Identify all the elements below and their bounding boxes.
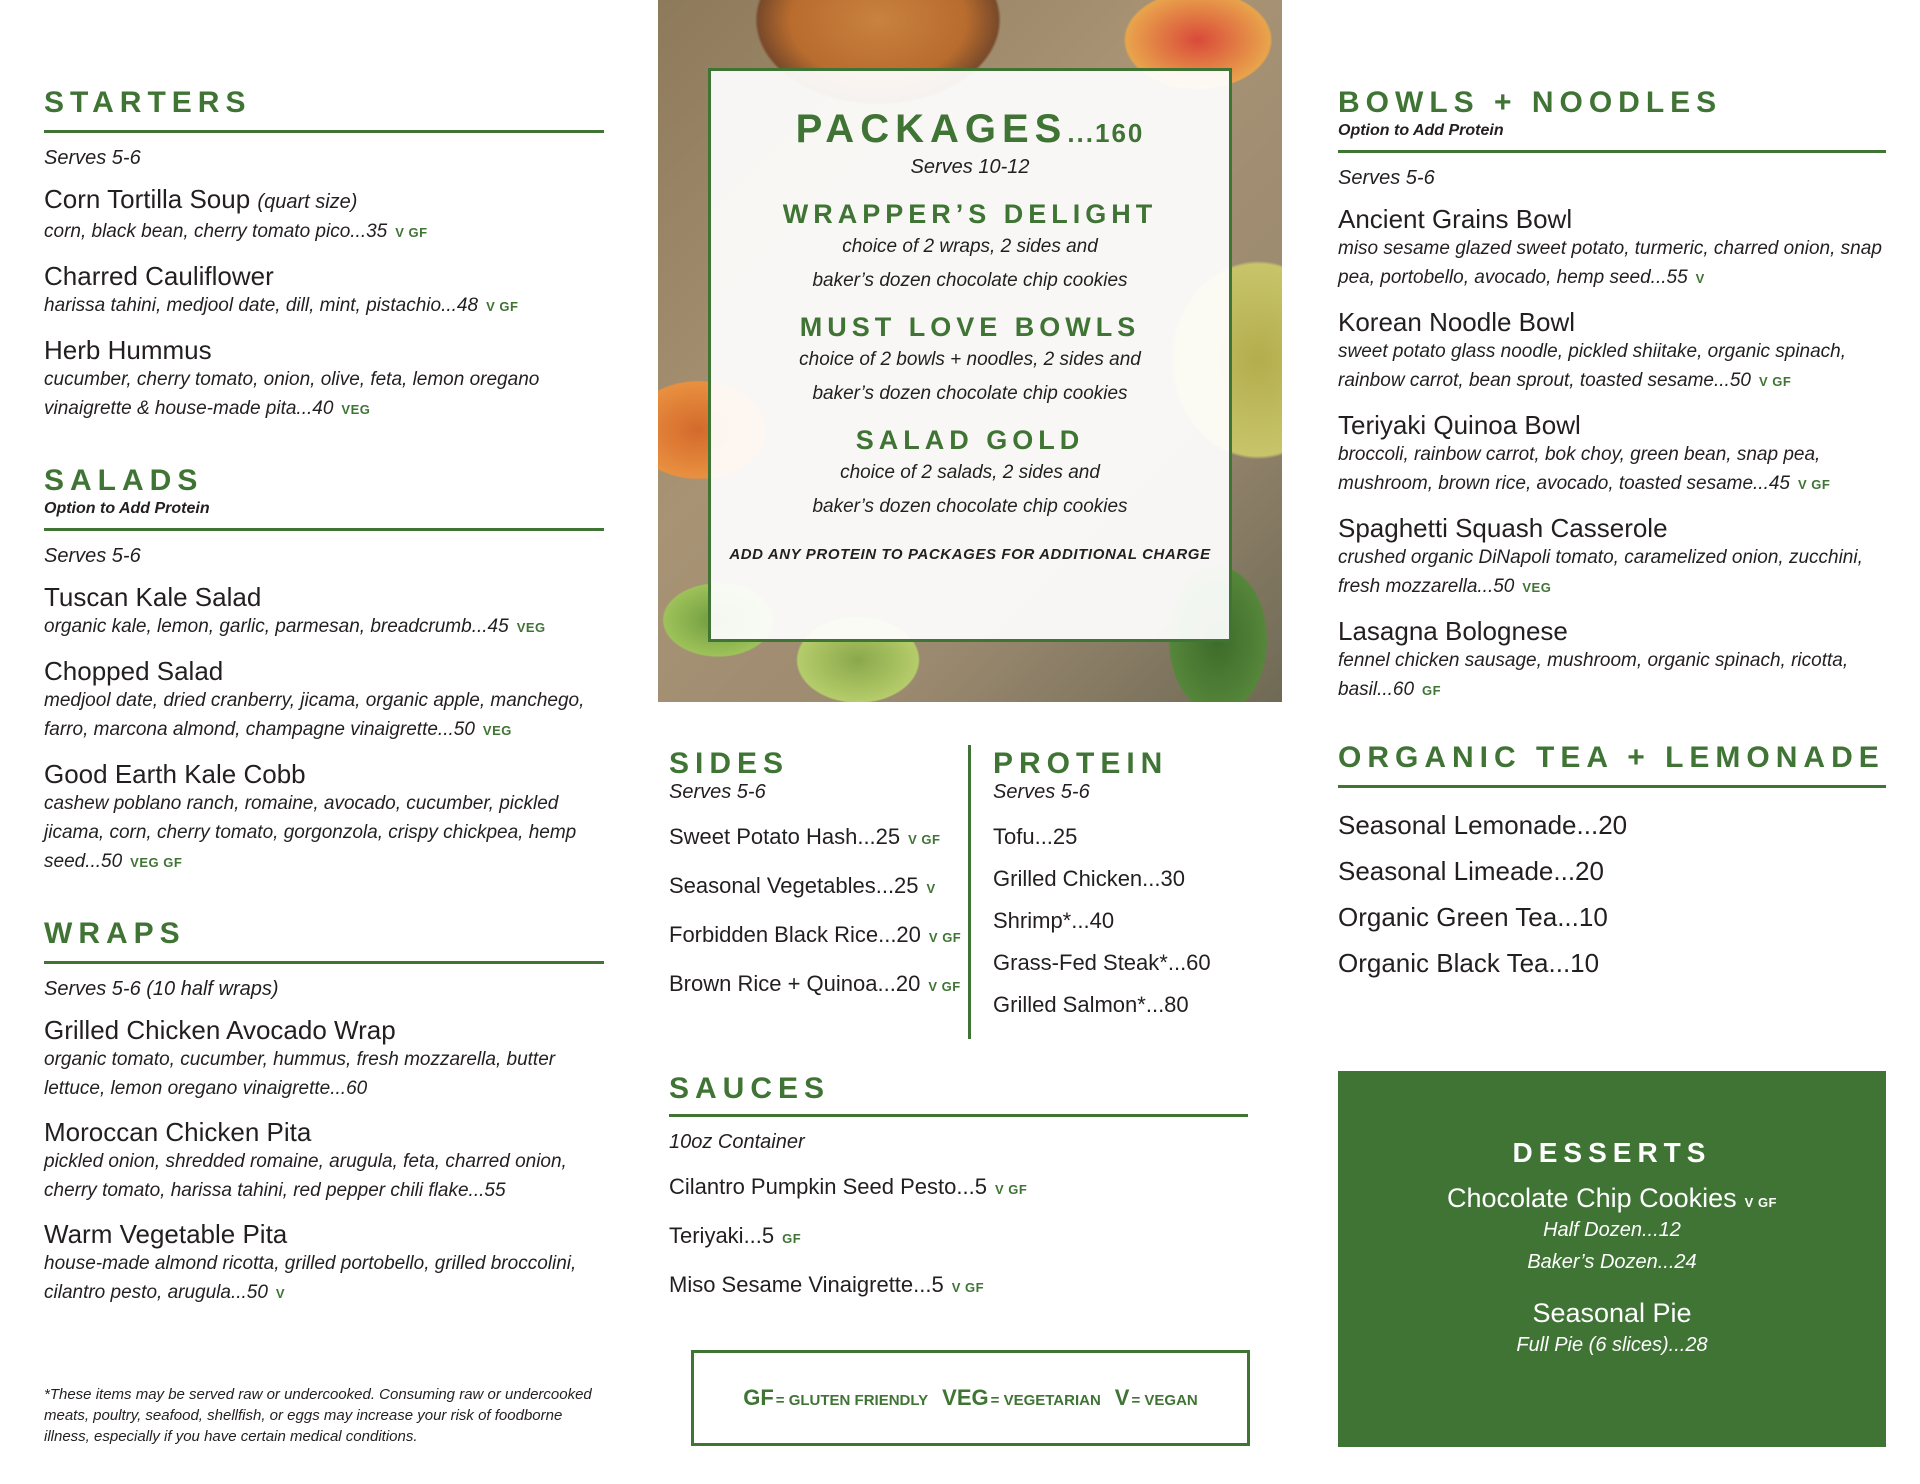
legend-gf: GF = GLUTEN FRIENDLY [743, 1385, 929, 1410]
list-item: Seasonal Vegetables...25 V [669, 873, 936, 898]
diet-tag: V [926, 881, 936, 896]
item-name: Lasagna Bolognese [1338, 616, 1568, 646]
package-name: SALAD GOLD [855, 425, 1085, 455]
package-desc: baker’s dozen chocolate chip cookies [812, 383, 1128, 404]
starters-section [44, 0, 604, 424]
item-desc: cashew poblano ranch, romaine, avocado, cucumber, pickled jicama, corn, cherry tomato, gorgonzola, crispy chickpea, hemp seed...50 [44, 793, 577, 872]
section-title-salads: SALADS [44, 464, 204, 497]
item-name: Tuscan Kale Salad [44, 582, 262, 612]
section-title-wraps: WRAPS [44, 917, 186, 950]
item-name: Charred Cauliflower [44, 261, 274, 291]
serves-note: 10oz Container [669, 1131, 805, 1153]
item-name: Chopped Salad [44, 656, 224, 686]
menu-item [1338, 410, 1886, 499]
menu-item [44, 335, 604, 424]
divider [44, 961, 604, 964]
list-item: Seasonal Limeade...20 [1338, 856, 1604, 886]
item-desc: organic kale, lemon, garlic, parmesan, breadcrumb...45 [44, 616, 509, 637]
package-desc: choice of 2 bowls + noodles, 2 sides and [799, 349, 1141, 370]
item-name: Moroccan Chicken Pita [44, 1117, 312, 1147]
section-title-bowls: BOWLS + NOODLES [1338, 86, 1723, 119]
menu-item [44, 261, 604, 321]
tea-section [1338, 741, 1886, 976]
dessert-price: Full Pie (6 slices)...28 [1516, 1334, 1708, 1356]
item-name: Good Earth Kale Cobb [44, 759, 306, 789]
list-item: Sweet Potato Hash...25 V GF [669, 824, 941, 849]
list-item: Brown Rice + Quinoa...20 V GF [669, 971, 961, 996]
diet-tag: V [275, 1286, 286, 1301]
item-name: Herb Hummus [44, 335, 212, 365]
serves-note: Serves 5-6 [1338, 167, 1435, 189]
section-title-desserts: DESSERTS [1512, 1137, 1712, 1168]
list-item: Grass-Fed Steak*...60 [993, 950, 1211, 975]
diet-tag: V GF [951, 1280, 985, 1295]
item-desc: fennel chicken sausage, mushroom, organic spinach, ricotta, basil...60 [1338, 650, 1849, 700]
menu-item [1338, 616, 1886, 705]
serves-note: Serves 10-12 [910, 156, 1030, 178]
wraps-section [44, 917, 604, 1308]
item-desc: harissa tahini, medjool date, dill, mint, pistachio...48 [44, 295, 479, 316]
diet-tag: V GF [1744, 1195, 1777, 1210]
menu-item [1338, 204, 1886, 293]
diet-tag: V [1695, 271, 1705, 286]
list-item: Organic Black Tea...10 [1338, 948, 1600, 978]
serves-note: Serves 5-6 (10 half wraps) [44, 978, 279, 1000]
column-divider [968, 745, 971, 1039]
diet-tag: V GF [1758, 374, 1792, 389]
divider [44, 528, 604, 531]
diet-tag: V GF [395, 225, 428, 240]
package-name: WRAPPER’S DELIGHT [782, 199, 1158, 229]
section-title-tea: ORGANIC TEA + LEMONADE [1338, 741, 1885, 774]
sides-section [669, 747, 969, 1000]
diet-tag: V GF [994, 1182, 1028, 1197]
divider [1338, 150, 1886, 153]
section-title-sauces: SAUCES [669, 1072, 831, 1105]
section-subtitle: Option to Add Protein [44, 500, 210, 517]
item-name: Grilled Chicken Avocado Wrap [44, 1015, 396, 1045]
legend-vegan: V = VEGAN [1114, 1385, 1198, 1410]
list-item: Tofu...25 [993, 824, 1078, 849]
list-item: Miso Sesame Vinaigrette...5 V GF [669, 1272, 985, 1297]
item-name: Ancient Grains Bowl [1338, 204, 1573, 234]
package-desc: baker’s dozen chocolate chip cookies [812, 270, 1128, 291]
item-name: Korean Noodle Bowl [1338, 307, 1576, 337]
package-item [711, 425, 1229, 524]
list-item: Cilantro Pumpkin Seed Pesto...5 V GF [669, 1174, 1028, 1199]
section-title-starters: STARTERS [44, 86, 252, 119]
diet-tag: VEG [482, 723, 512, 738]
list-item: Forbidden Black Rice...20 V GF [669, 922, 962, 947]
diet-tag: VEG GF [130, 855, 183, 870]
left-column [44, 0, 604, 1308]
diet-tag: GF [1422, 683, 1442, 698]
bowls-section [1338, 0, 1886, 705]
diet-tag: V GF [1798, 477, 1831, 492]
serves-note: Serves 5-6 [993, 781, 1090, 803]
item-size: (quart size) [257, 191, 358, 213]
section-title-protein: PROTEIN [993, 747, 1169, 780]
item-name: Warm Vegetable Pita [44, 1219, 288, 1249]
legend-veg: VEG = VEGETARIAN [942, 1385, 1101, 1410]
salads-section [44, 464, 604, 877]
item-desc: sweet potato glass noodle, pickled shiitake, organic spinach, rainbow carrot, bean sprout, toasted sesame...50 [1338, 341, 1847, 391]
divider [1338, 785, 1886, 788]
package-desc: baker’s dozen chocolate chip cookies [812, 496, 1128, 517]
dessert-price: Baker’s Dozen...24 [1527, 1251, 1697, 1273]
item-desc: broccoli, rainbow carrot, bok choy, green bean, snap pea, mushroom, brown rice, avocado, toasted sesame...45 [1338, 444, 1821, 494]
divider [669, 1114, 1248, 1117]
protein-section [993, 747, 1283, 1018]
diet-tag: V GF [928, 930, 962, 945]
item-desc: medjool date, dried cranberry, jicama, organic apple, manchego, farro, marcona almond, champagne vinaigrette...50 [44, 690, 585, 740]
diet-tag: VEG [1522, 580, 1552, 595]
serves-note: Serves 5-6 [669, 781, 766, 803]
package-item [711, 199, 1229, 298]
item-desc: pickled onion, shredded romaine, arugula, feta, charred onion, cherry tomato, harissa tahini, red pepper chili flake...55 [44, 1151, 567, 1201]
packages-note: ADD ANY PROTEIN TO PACKAGES FOR ADDITIONAL CHARGE [729, 546, 1211, 563]
menu-item [44, 582, 604, 642]
dessert-item: Chocolate Chip Cookies V GF [1446, 1183, 1777, 1213]
raw-food-disclaimer: *These items may be served raw or undercooked. Consuming raw or undercooked meats, poultry, seafood, shellfish, or eggs may increase your risk of foodborne illness, especially if you have certain medical conditions. [44, 1386, 592, 1445]
right-column [1338, 0, 1886, 976]
food-photo [658, 0, 1282, 702]
section-subtitle: Option to Add Protein [1338, 122, 1504, 139]
menu-item [44, 1219, 604, 1308]
package-desc: choice of 2 wraps, 2 sides and [842, 236, 1098, 257]
item-desc: cucumber, cherry tomato, onion, olive, feta, lemon oregano vinaigrette & house-made pita...40 [44, 369, 540, 419]
dessert-price: Half Dozen...12 [1543, 1219, 1681, 1241]
packages-price: ...160 [1067, 118, 1145, 148]
list-item: Teriyaki...5 GF [669, 1223, 802, 1248]
package-item [711, 312, 1229, 411]
list-item: Organic Green Tea...10 [1338, 902, 1608, 932]
item-desc: corn, black bean, cherry tomato pico...35 [44, 221, 388, 242]
item-desc: house-made almond ricotta, grilled portobello, grilled broccolini, cilantro pesto, arugula...50 [44, 1253, 577, 1303]
packages-title: PACKAGES [795, 107, 1068, 151]
item-name: Spaghetti Squash Casserole [1338, 513, 1668, 543]
sauces-section [669, 1072, 1248, 1301]
desserts-panel [1338, 1071, 1886, 1447]
list-item: Seasonal Lemonade...20 [1338, 810, 1628, 840]
section-title-sides: SIDES [669, 747, 790, 780]
diet-tag: V GF [908, 832, 941, 847]
menu-item [44, 1015, 604, 1103]
menu-item [44, 1117, 604, 1205]
item-name: Teriyaki Quinoa Bowl [1338, 410, 1581, 440]
item-desc: miso sesame glazed sweet potato, turmeric, charred onion, snap pea, portobello, avocado, hemp seed...55 [1338, 238, 1882, 288]
diet-legend [691, 1350, 1250, 1446]
menu-item [1338, 513, 1886, 602]
serves-note: Serves 5-6 [44, 147, 141, 169]
diet-tag: V GF [928, 979, 961, 994]
item-name: Corn Tortilla Soup [44, 184, 251, 214]
menu-item [44, 184, 604, 247]
package-name: MUST LOVE BOWLS [799, 312, 1141, 342]
dessert-item: Seasonal Pie [1532, 1298, 1692, 1328]
diet-tag: GF [782, 1231, 802, 1246]
menu-item [1338, 307, 1886, 396]
list-item: Grilled Salmon*...80 [993, 992, 1189, 1017]
diet-tag: V GF [486, 299, 519, 314]
diet-tag: VEG [341, 402, 371, 417]
item-desc: crushed organic DiNapoli tomato, caramelized onion, zucchini, fresh mozzarella...50 [1338, 547, 1863, 597]
list-item: Shrimp*...40 [993, 908, 1115, 933]
list-item: Grilled Chicken...30 [993, 866, 1185, 891]
item-desc: organic tomato, cucumber, hummus, fresh mozzarella, butter lettuce, lemon oregano vinaigrette...60 [44, 1049, 556, 1099]
menu-item [44, 656, 604, 745]
serves-note: Serves 5-6 [44, 545, 141, 567]
packages-card [708, 68, 1232, 642]
divider [44, 130, 604, 133]
diet-tag: VEG [516, 620, 546, 635]
menu-item [44, 759, 604, 877]
package-desc: choice of 2 salads, 2 sides and [840, 462, 1100, 483]
